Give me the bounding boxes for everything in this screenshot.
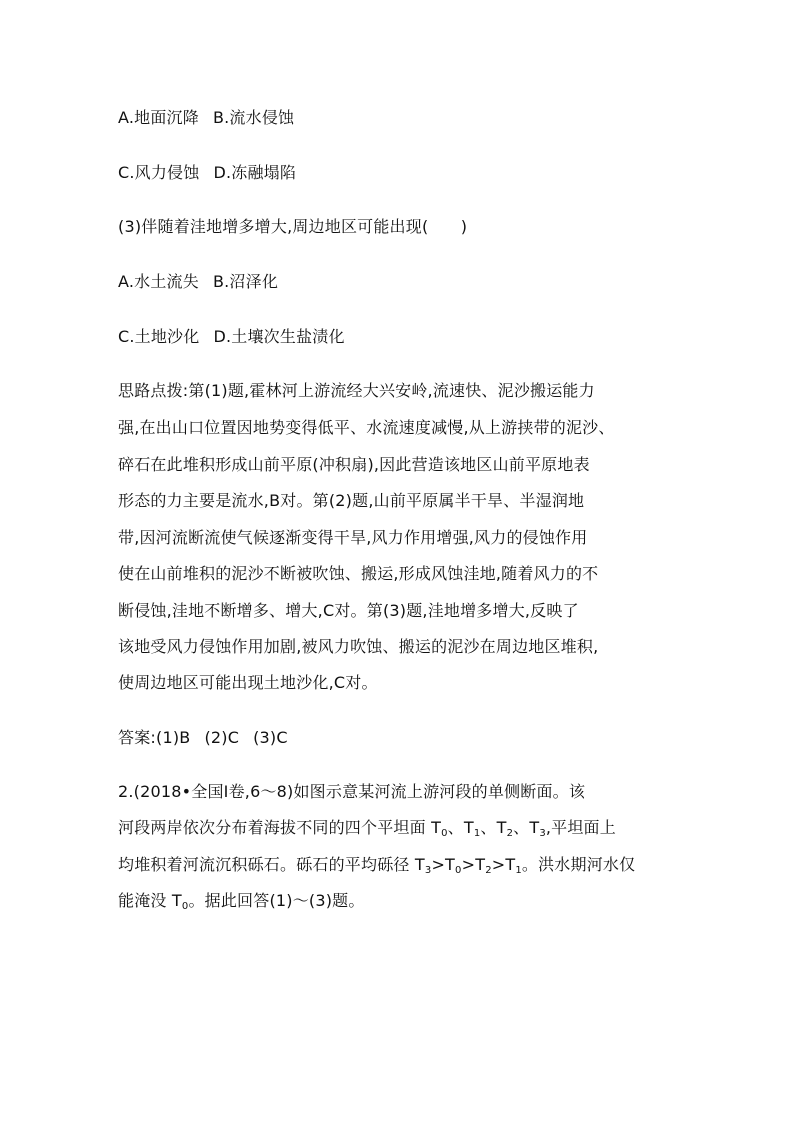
subscript: 3 [539,828,546,839]
problem2-line-1: 2.(2018•全国Ⅰ卷,6～8)如图示意某河流上游河段的单侧断面。该 [118,782,586,801]
q3-stem: (3)伴随着洼地增多增大,周边地区可能出现( ) [118,217,468,236]
subscript: 1 [473,828,481,839]
analysis-line: 碎石在此堆积形成山前平原(冲积扇),因此营造该地区山前平原地表 [118,455,590,474]
problem2-line-2 [118,818,616,838]
q3-option-d[interactable]: D.土壤次生盐渍化 [213,327,345,346]
problem2-text: 能淹没 T [118,891,182,910]
subscript: 2 [506,828,514,839]
answer-item: (1)B [156,728,191,747]
problem2-line-3 [118,855,635,875]
problem2-text: 、T [480,818,507,837]
q3-option-b[interactable]: B.沼泽化 [212,272,279,291]
problem2-text: 、T [447,818,474,837]
q3-option-c[interactable]: C.土地沙化 [118,327,200,346]
answer-item: (2)C [204,728,240,747]
problem2-text: >T [491,855,516,874]
q2-option-d[interactable]: D.冻融塌陷 [213,163,297,182]
problem2-text: 。洪水期河水仅 [521,855,636,874]
analysis-line: 形态的力主要是流水,B对。第(2)题,山前平原属半干旱、半湿润地 [118,491,585,510]
answer-item: (3)C [253,728,288,747]
q2-option-a[interactable]: A.地面沉降 [118,108,199,127]
problem2-text: 、T [513,818,540,837]
analysis-line: 使在山前堆积的泥沙不断被吹蚀、搬运,形成风蚀洼地,随着风力的不 [118,564,599,583]
answer-label: 答案: [118,728,156,747]
analysis-line: 断侵蚀,洼地不断增多、增大,C对。第(3)题,洼地增多增大,反映了 [118,601,579,620]
problem2-text: 均堆积着河流沉积砾石。砾石的平均砾径 T [118,855,425,874]
problem2-line-4 [118,891,365,911]
problem2-text: 。据此回答(1)～(3)题。 [188,891,365,910]
q2-options-row-1 [118,108,294,128]
analysis-line: 该地受风力侵蚀作用加剧,被风力吹蚀、搬运的泥沙在周边地区堆积, [118,637,599,656]
subscript: 1 [515,865,522,876]
subscript: 0 [441,828,448,839]
problem2-text: >T [431,855,456,874]
subscript: 3 [424,865,432,876]
analysis-line: 强,在出山口位置因地势变得低平、水流速度减慢,从上游挟带的泥沙、 [118,418,615,437]
subscript: 2 [485,865,492,876]
q2-options-row-2 [118,163,296,183]
subscript: 0 [455,865,462,876]
q2-option-b[interactable]: B.流水侵蚀 [212,108,295,127]
analysis-line: 使周边地区可能出现土地沙化,C对。 [118,673,378,692]
q2-option-c[interactable]: C.风力侵蚀 [118,163,200,182]
q3-options-row-2 [118,327,345,347]
problem2-text: >T [461,855,486,874]
q3-options-row-1 [118,272,278,292]
subscript: 0 [181,901,189,912]
analysis-line: 带,因河流断流使气候逐渐变得干旱,风力作用增强,风力的侵蚀作用 [118,528,588,547]
problem2-text: ,平坦面上 [545,818,616,837]
q3-option-a[interactable]: A.水土流失 [118,272,199,291]
answer-line [118,728,288,748]
analysis-line: 思路点拨:第(1)题,霍林河上游流经大兴安岭,流速快、泥沙搬运能力 [118,381,595,400]
problem2-text: 河段两岸依次分布着海拔不同的四个平坦面 T [118,818,442,837]
